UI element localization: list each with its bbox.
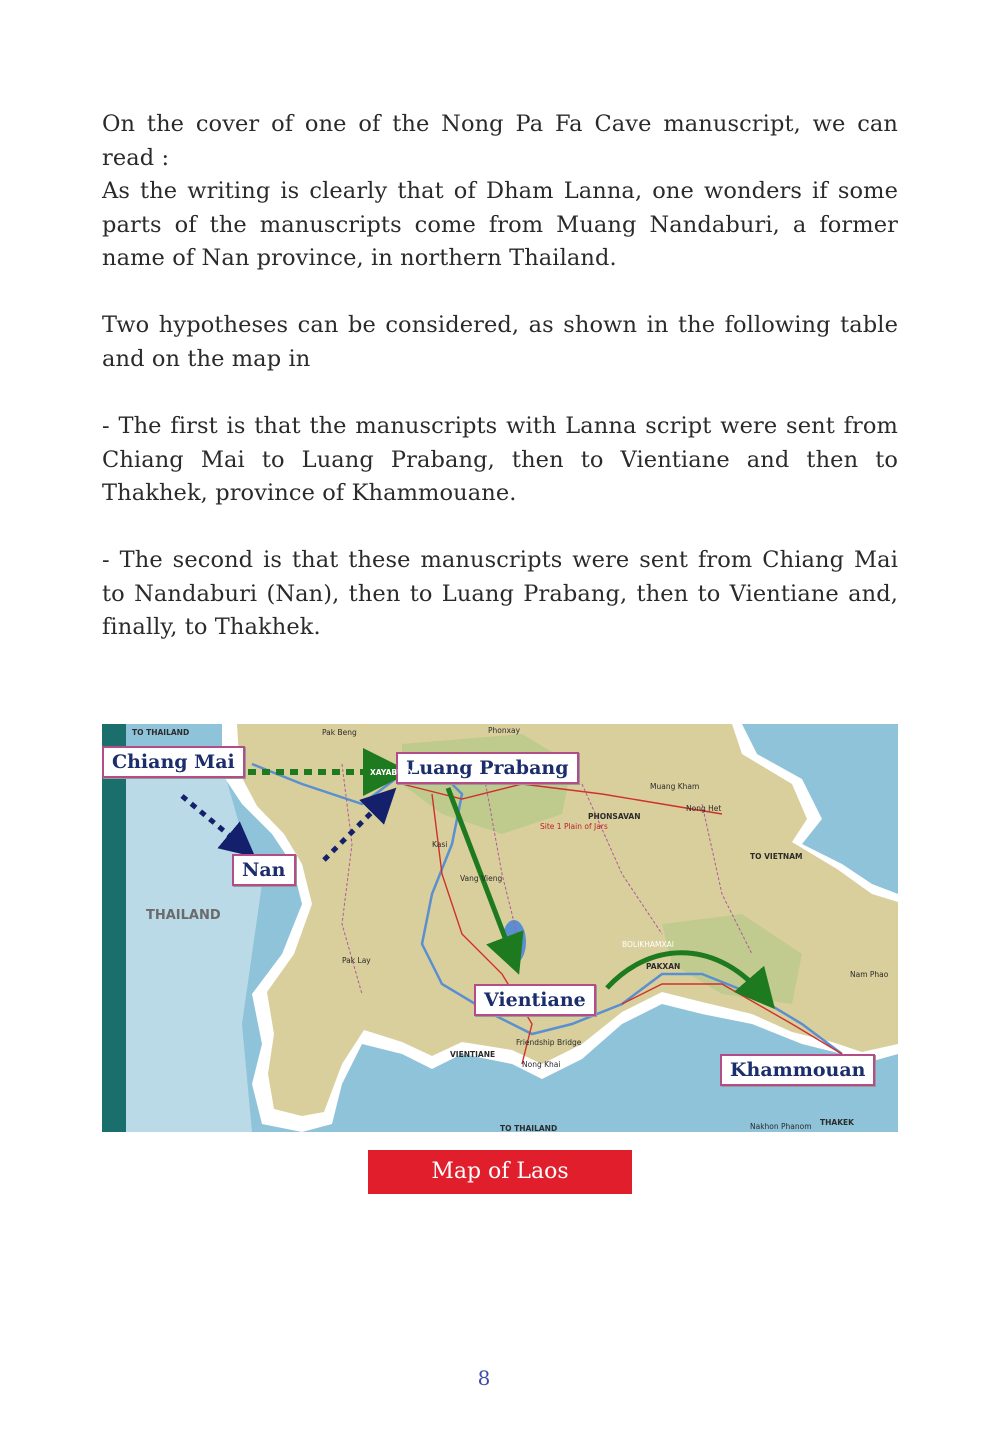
map-label-nakhon-phanom: Nakhon Phanom (750, 1122, 812, 1131)
map-label-to-thailand-bottom: TO THAILAND (500, 1124, 558, 1132)
label-nan: Nan (232, 854, 296, 886)
map-caption: Map of Laos (368, 1150, 632, 1194)
map-label-plain-of-jars: Site 1 Plain of Jars (540, 822, 608, 831)
map-label-thailand: THAILAND (146, 908, 221, 923)
map-label-kasi: Kasi (432, 840, 448, 849)
map-label-thakek: THAKEK (820, 1118, 854, 1127)
label-khammouan: Khammouan (720, 1054, 875, 1086)
map-label-nong-khai: Nong Khai (522, 1060, 561, 1069)
map-label-paklay: Pak Lay (342, 956, 371, 965)
map-label-bolikhamxai: BOLIKHAMXAI (622, 940, 674, 949)
paragraph-hypotheses: Two hypotheses can be considered, as shown in the following table and on the map in (102, 312, 898, 372)
laos-map (102, 724, 898, 1132)
map-label-to-thailand-top: TO THAILAND (132, 728, 190, 737)
map-label-xayabury: XAYABURY (370, 768, 414, 777)
label-vientiane: Vientiane (474, 984, 596, 1016)
page-number: 8 (477, 1366, 491, 1390)
map-label-phonxay: Phonxay (488, 726, 521, 735)
paragraph-first-hypothesis: - The first is that the manuscripts with Lanna script were sent from Chiang Mai to Luang Prabang, then to Vientiane and then to Thakhek, province of Khammouane. (102, 413, 898, 506)
map-label-vang-vieng: Vang Vieng (460, 874, 503, 883)
map-label-vientiane-city: VIENTIANE (450, 1050, 496, 1059)
map-label-muang-kham: Muang Kham (650, 782, 700, 791)
label-chiang-mai: Chiang Mai (102, 746, 245, 778)
thailand-land (126, 764, 262, 1132)
paragraph-second-hypothesis: - The second is that these manuscripts were sent from Chiang Mai to Nandaburi (Nan), then to Luang Prabang, then to Vientiane and, finally, to Thakhek. (102, 547, 898, 640)
map-label-to-vietnam: TO VIETNAM (750, 852, 803, 861)
map-label-nong-het: Nong Het (686, 804, 722, 813)
paragraph-dham-lanna: As the writing is clearly that of Dham Lanna, one wonders if some parts of the manuscripts come from Muang Nandaburi, a former name of Nan province, in northern Thailand. (102, 178, 898, 271)
label-luang-prabang: Luang Prabang (396, 752, 579, 784)
paragraph-cover: On the cover of one of the Nong Pa Fa Cave manuscript, we can read : (102, 111, 898, 171)
map-label-pak-beng: Pak Beng (322, 728, 357, 737)
map-label-pakxan: PAKXAN (646, 962, 681, 971)
map-left-border (102, 724, 126, 1132)
map-label-nam-phao: Nam Phao (850, 970, 889, 979)
map-label-phonsavan: PHONSAVAN (588, 812, 641, 821)
map-label-friendship-bridge: Friendship Bridge (516, 1038, 582, 1047)
